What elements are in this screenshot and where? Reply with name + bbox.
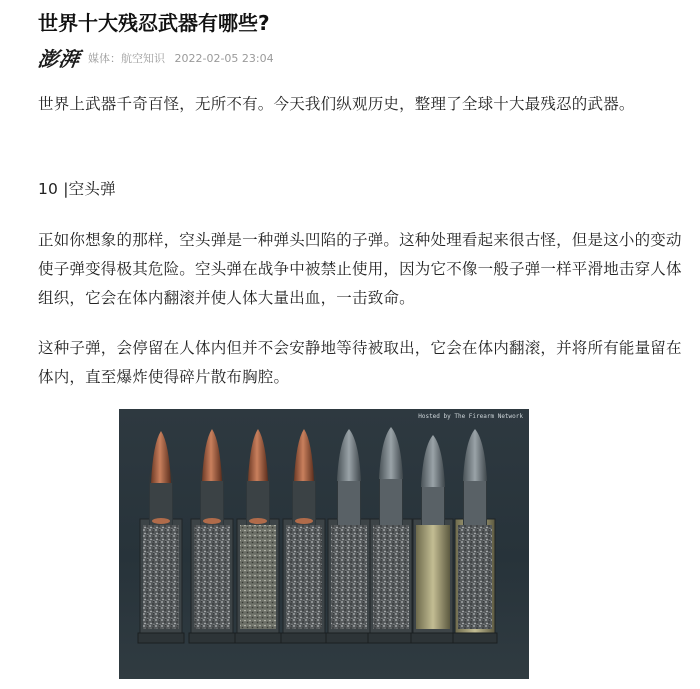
section-heading: 10 |空头弹	[38, 180, 116, 198]
bullet-4	[281, 429, 327, 643]
bullet-6	[368, 427, 414, 643]
paragraph-intro: 世界上武器千奇百怪，无所不有。今天我们纵观历史，整理了全球十大最残忍的武器。	[38, 95, 635, 113]
bullet-8	[453, 429, 497, 643]
photo-credit: Hosted by The Firearm Network	[418, 413, 523, 420]
bullets-illustration	[119, 409, 529, 679]
bullet-cross-section-photo[interactable]	[119, 409, 529, 679]
article	[36, 0, 688, 386]
paragraph-description: 正如你想象的那样，空头弹是一种弹头凹陷的子弹。这种处理看起来很古怪，但是这小的变动使子弹变得极其危险。空头弹在战争中被禁止使用，因为它不像一般子弹一样平滑地击穿人体组织，它会在体内翻滚并使人体大量出血，一击致命。	[38, 231, 682, 307]
bullet-1	[138, 431, 184, 643]
bullet-5	[326, 429, 372, 643]
publish-datetime: 2022-02-05 23:04	[174, 52, 274, 65]
article-title: 世界十大残忍武器有哪些?	[38, 11, 270, 35]
meta-info	[88, 52, 280, 66]
bullet-3	[235, 429, 281, 643]
article-meta	[38, 44, 688, 74]
paragraph-effect: 这种子弹，会停留在人体内但并不会安静地等待被取出，它会在体内翻滚，并将所有能量留在体内，直至爆炸使得碎片散布胸腔。	[38, 339, 682, 386]
media-source: 媒体：航空知识	[88, 52, 165, 65]
bullet-7	[411, 435, 455, 643]
publisher-logo[interactable]: 澎湃	[36, 47, 82, 71]
bullet-2	[189, 429, 235, 643]
